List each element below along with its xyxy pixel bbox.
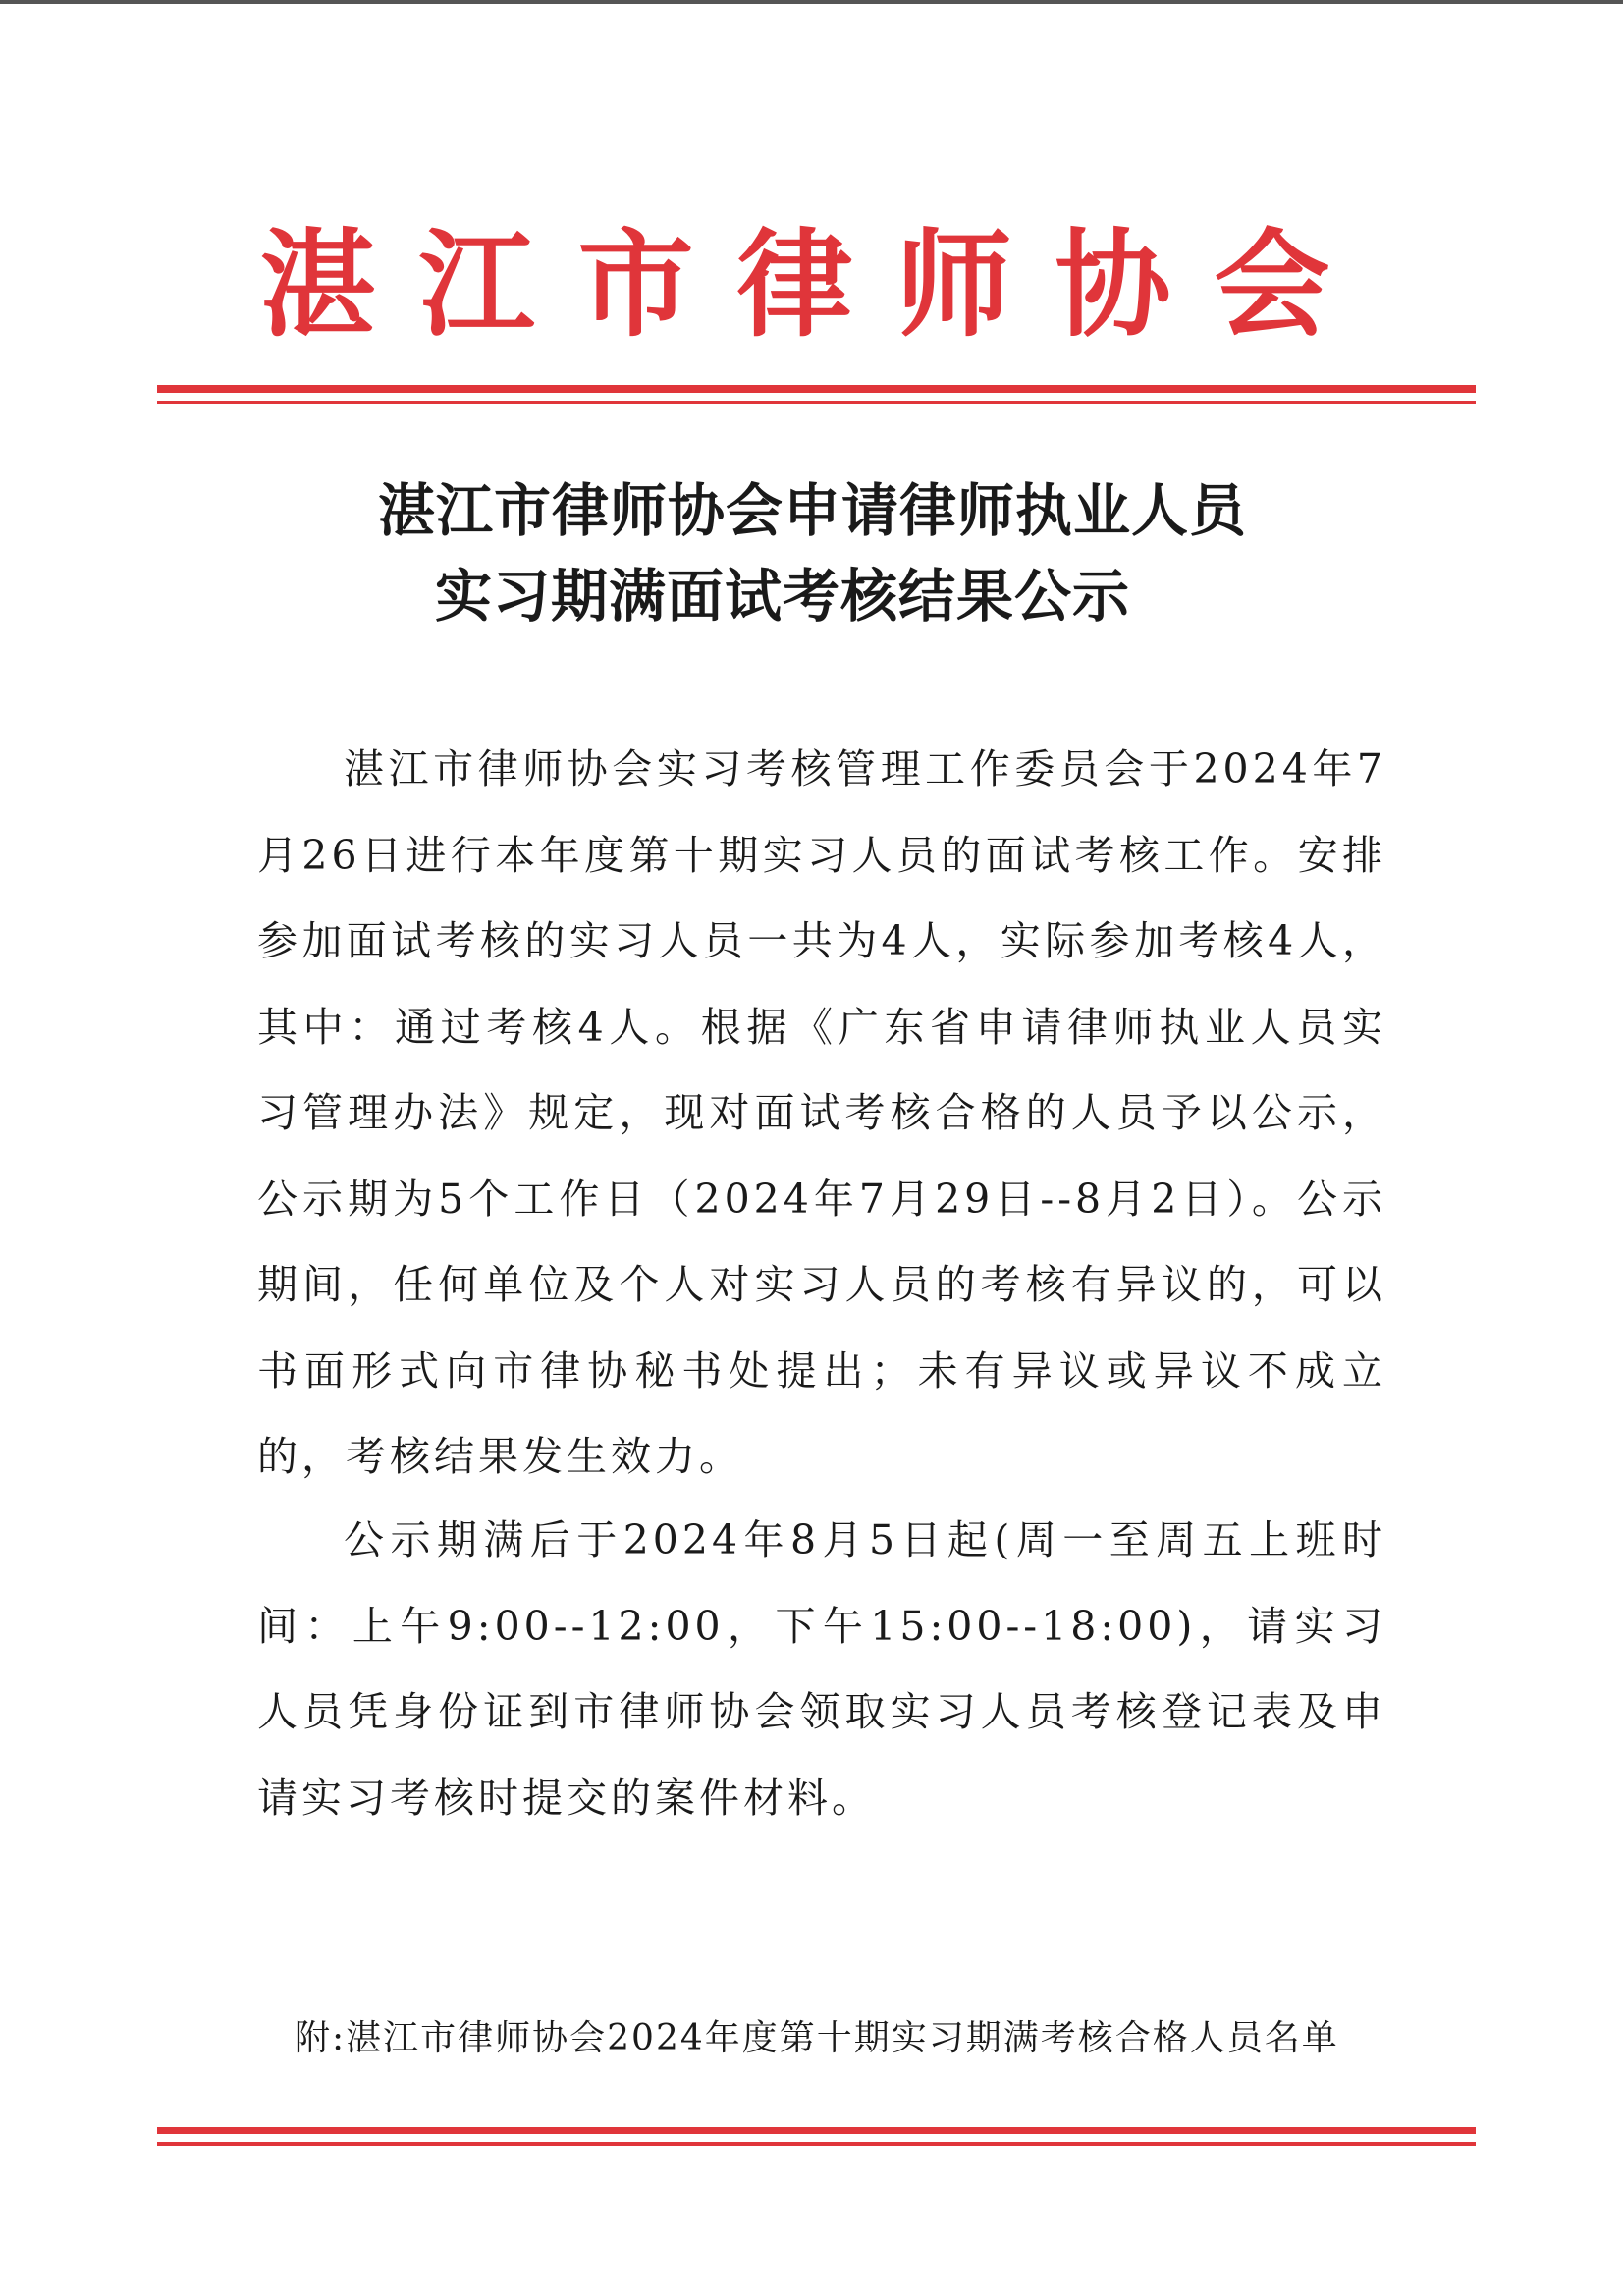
notice-title-line1: 湛江市律师协会申请律师执业人员 xyxy=(378,477,1248,544)
letterhead-rule-thin xyxy=(157,401,1476,404)
footer-rule-thin xyxy=(157,2142,1476,2146)
scan-edge xyxy=(0,0,1623,4)
notice-title-line2: 实习期满面试考核结果公示 xyxy=(435,563,1131,629)
letterhead-rule-thick xyxy=(157,385,1476,393)
attachment-note: 附:湛江市律师协会2024年度第十期实习期满考核合格人员名单 xyxy=(295,2018,1339,2058)
notice-paragraph-2: 公示期满后于2024年8月5日起(周一至周五上班时间：上午9:00--12:00，下午15:00--18:00)，请实习人员凭身份证到市律师协会领取实习人员考核登记表及申请实习考核时提交的案件材料。 xyxy=(257,1516,1386,1822)
footer-rule-thick xyxy=(157,2127,1476,2134)
notice-paragraph-1: 湛江市律师协会实习考核管理工作委员会于2024年7月26日进行本年度第十期实习人员的面试考核工作。安排参加面试考核的实习人员一共为4人，实际参加考核4人，其中：通过考核4人。根据《广东省申请律师执业人员实习管理办法》规定，现对面试考核合格的人员予以公示，公示期为5个工作日（2024年7月29日--8月2日）。公示期间，任何单位及个人对实习人员的考核有异议的，可以书面形式向市律协秘书处提出；未有异议或异议不成立的，考核结果发生效力。 xyxy=(257,745,1386,1480)
letterhead-title: 湛江市律师协会 xyxy=(259,217,1374,353)
